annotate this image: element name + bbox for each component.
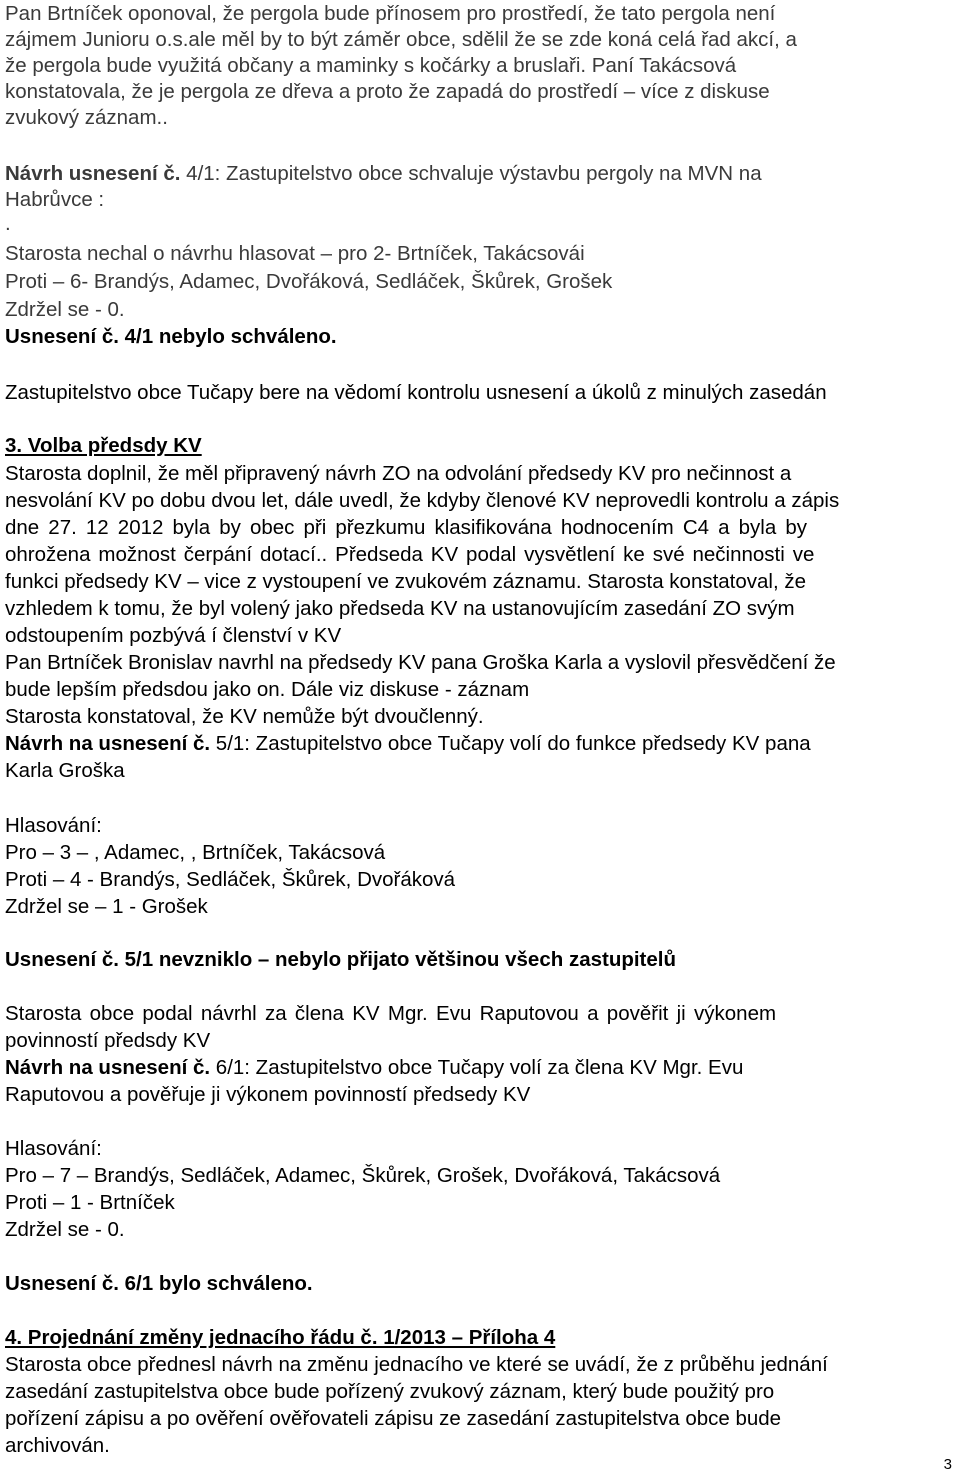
section-3-body-line: funkci předsedy KV – vice z vystoupení ve zvukovém záznamu. Starosta konstatoval, že [5, 570, 807, 593]
pergola-paragraph-line: že pergola bude využitá občany a maminky s kočárky a bruslaři. Paní Takácsová [5, 54, 737, 77]
section-3-heading: 3. Volba předsdy KV [5, 434, 202, 457]
pergola-paragraph-line: zvukový záznam.. [5, 106, 168, 129]
vote-5-for: Pro – 3 – , Adamec, , Brtníček, Takácsová [5, 841, 386, 864]
proposal-6 [5, 1054, 743, 1081]
resolution-6-result: Usnesení č. 6/1 bylo schváleno. [5, 1272, 313, 1295]
proposal-6-line2: Raputovou a pověřuje ji výkonem povinností předsedy KV [5, 1083, 531, 1106]
vote-5-abstain: Zdržel se – 1 - Grošek [5, 895, 208, 918]
resolution-4-proposal [5, 160, 762, 187]
pergola-paragraph-line: Pan Brtníček oponoval, že pergola bude přínosem pro prostředí, že tato pergola není [5, 2, 776, 25]
section-3-body-line: nesvolání KV po dobu dvou let, dále uvedl, že kdyby členové KV neprovedli kontrolu a zápis [5, 489, 840, 512]
vote-6-abstain: Zdržel se - 0. [5, 1218, 125, 1241]
section-4-body-line: archivován. [5, 1434, 110, 1457]
section-3-body-line: Starosta doplnil, že měl připravený návrh ZO na odvolání předsedy KV pro nečinnost a [5, 462, 792, 485]
proposal-5-label: Návrh na usnesení č. [5, 732, 211, 755]
pergola-paragraph-line: konstatovala, že je pergola ze dřeva a proto že zapadá do prostředí – více z diskuse [5, 80, 770, 103]
section-4-body-line: zasedání zastupitelstva obce bude pořízený zvukový záznam, který bude použitý pro [5, 1380, 775, 1403]
proposal-6-label: Návrh na usnesení č. [5, 1056, 211, 1079]
proposal-6-text: 6/1: Zastupitelstvo obce Tučapy volí za člena KV Mgr. Evu [210, 1056, 744, 1079]
pergola-paragraph-line: zájmem Junioru o.s.ale měl by to být záměr obce, sdělil že se zde koná celá řad akcí, a [5, 28, 797, 51]
resolution-4-dot: . [5, 212, 11, 235]
section-3-line: Pan Brtníček Bronislav navrhl na předsedy KV pana Groška Karla a vyslovil přesvědčení že [5, 651, 836, 674]
proposal-5 [5, 730, 811, 757]
vote-6-for: Pro – 7 – Brandýs, Sedláček, Adamec, Škůrek, Grošek, Dvořáková, Takácsová [5, 1164, 721, 1187]
section-4-body-line: pořízení zápisu a po ověření ověřovateli zápisu ze zasedání zastupitelstva obce bude [5, 1407, 782, 1430]
section-4-heading: 4. Projednání změny jednacího řádu č. 1/2013 – Příloha 4 [5, 1326, 556, 1349]
section-3-body-line: ohrožena možnost čerpání dotací.. Předseda KV podal vysvětlení ke své nečinnosti ve [5, 543, 815, 566]
section-3-line: Starosta konstatoval, že KV nemůže být dvoučlenný. [5, 705, 484, 728]
section-3-line: odstoupením pozbývá í členství v KV [5, 624, 342, 647]
vote-5-against: Proti – 4 - Brandýs, Sedláček, Škůrek, Dvořáková [5, 868, 456, 891]
resolution-4-label: Návrh usnesení č. [5, 162, 181, 185]
voting-label: Hlasování: [5, 814, 102, 837]
resolution-4-vote-for: Starosta nechal o návrhu hlasovat – pro 2- Brtníček, Takácsovái [5, 242, 585, 265]
proposal-5-line2: Karla Groška [5, 759, 125, 782]
member-proposal-line: Starosta obce podal návrhl za člena KV Mgr. Evu Raputovou a pověřit ji výkonem [5, 1002, 777, 1025]
resolution-4-result: Usnesení č. 4/1 nebylo schváleno. [5, 325, 337, 348]
resolution-5-result: Usnesení č. 5/1 nevzniklo – nebylo přijato většinou všech zastupitelů [5, 948, 677, 971]
resolution-4-text: 4/1: Zastupitelstvo obce schvaluje výstavbu pergoly na MVN na [180, 162, 762, 185]
section-3-line: bude lepším předsdou jako on. Dále viz diskuse - záznam [5, 678, 530, 701]
vote-6-against: Proti – 1 - Brtníček [5, 1191, 175, 1214]
page-number: 3 [943, 1456, 952, 1473]
voting-label: Hlasování: [5, 1137, 102, 1160]
section-3-body-line: vzhledem k tomu, že byl volený jako předseda KV na ustanovujícím zasedání ZO svým [5, 597, 795, 620]
control-note: Zastupitelstvo obce Tučapy bere na vědomí kontrolu usnesení a úkolů z minulých zasedán [5, 381, 827, 404]
member-proposal-line: povinností předsdy KV [5, 1029, 211, 1052]
section-3-body-line: dne 27. 12 2012 byla by obec při přezkumu klasifikována hodnocením C4 a byla by [5, 516, 808, 539]
section-4-body-line: Starosta obce přednesl návrh na změnu jednacího ve které se uvádí, že z průběhu jednání [5, 1353, 828, 1376]
resolution-4-abstain: Zdržel se - 0. [5, 298, 125, 321]
proposal-5-text: 5/1: Zastupitelstvo obce Tučapy volí do funkce předsedy KV pana [210, 732, 811, 755]
resolution-4-text-line2: Habrůvce : [5, 188, 105, 211]
resolution-4-vote-against: Proti – 6- Brandýs, Adamec, Dvořáková, Sedláček, Škůrek, Grošek [5, 270, 613, 293]
